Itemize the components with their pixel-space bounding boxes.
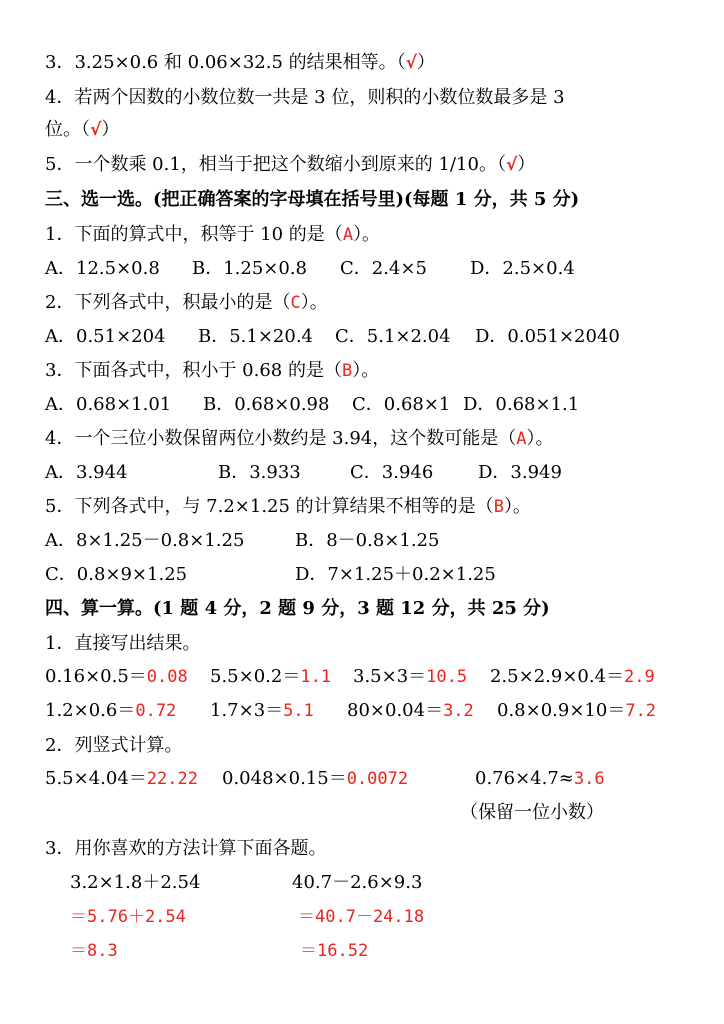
calc-item [222,766,408,792]
option-b: B．8－0.8×1.25 [295,530,440,551]
calc-answer: 1.1 [300,667,332,687]
option-a: A．12.5×0.8 [45,258,160,279]
calc-item [497,698,656,724]
calc-expr: 3.5×3＝ [353,666,427,687]
option-d: D．7×1.25＋0.2×1.25 [295,564,496,585]
judge-q3-answer: √ [405,53,417,73]
paren-close: ） [101,119,120,140]
choice-q3 [45,358,379,384]
option-c: C．2.4×5 [340,258,427,279]
choice-q2-answer: C [290,293,301,313]
calc-item [475,766,605,792]
calc-item [45,698,176,724]
calc-expr: 2.5×2.9×0.4＝ [490,666,625,687]
judge-q5 [45,152,535,178]
calc-answer: 5.1 [283,701,314,721]
paren-close: ）。 [503,496,531,517]
calc-expr: 80×0.04＝ [347,700,444,721]
calc-answer: 0.0072 [346,769,409,789]
choice-q2 [45,290,328,316]
paren-close: ） [517,154,536,175]
calc-p2-label: 2．列竖式计算。 [45,735,183,756]
calc-p3-right-step1: ＝40.7－24.18 [298,907,425,927]
judge-q5-answer: √ [505,155,518,175]
judge-q5-text: 5．一个数乘 0.1，相当于把这个数缩小到原来的 1/10。（ [45,154,506,175]
calc-answer: 3.6 [573,769,605,789]
calc-item [45,664,188,690]
choice-q4-stem: 4．一个三位小数保留两位小数约是 3.94，这个数可能是（ [45,428,517,449]
option-a: A．0.68×1.01 [45,394,172,415]
calc-answer: 2.9 [624,667,655,687]
option-c: C．0.68×1 [352,394,451,415]
choice-q1-answer: A [342,225,354,245]
judge-q4-cont: 位。（ [45,119,90,140]
option-a: A．8×1.25－0.8×1.25 [45,530,245,551]
option-b: B．3.933 [218,462,301,483]
choice-q1-stem: 1．下面的算式中，积等于 10 的是（ [45,224,343,245]
option-d: D．0.68×1.1 [463,394,580,415]
choice-q5-stem: 5．下列各式中，与 7.2×1.25 的计算结果不相等的是（ [45,496,494,517]
calc-expr: 5.5×4.04＝ [45,768,147,789]
calc-expr: 0.76×4.7≈ [475,768,574,789]
choice-q5-answer: B [493,497,504,517]
calc-p3-left-expr: 3.2×1.8＋2.54 [70,872,201,893]
paren-close: ）。 [300,292,328,313]
calc-p3-right-step2: ＝16.52 [300,941,369,961]
calc-p3-right-expr: 40.7－2.6×9.3 [292,872,423,893]
calc-item [210,664,331,690]
calc-answer: 22.22 [146,769,198,789]
choice-q4-answer: A [516,429,527,449]
option-b: B．0.68×0.98 [203,394,330,415]
judge-q4-text: 4．若两个因数的小数位数一共是 3 位，则积的小数位数最多是 3 [45,87,565,108]
paren-close: ）。 [353,224,381,245]
option-c: C．3.946 [350,462,434,483]
calc-expr: 0.8×0.9×10＝ [497,700,626,721]
calc-item [490,664,655,690]
calc-expr: 0.048×0.15＝ [222,768,347,789]
calc-p3-left-step1: ＝5.76＋2.54 [70,907,186,927]
calc-expr: 1.2×0.6＝ [45,700,136,721]
choice-q3-answer: B [341,361,353,381]
option-d: D．3.949 [478,462,562,483]
option-c: C．5.1×2.04 [335,326,451,347]
calc-p3-left-step2: ＝8.3 [70,941,118,961]
paren-close: ）。 [526,428,554,449]
calc-expr: 5.5×0.2＝ [210,666,301,687]
option-c: C．0.8×9×1.25 [45,564,188,585]
calc-item [210,698,314,724]
calc-expr: 1.7×3＝ [210,700,284,721]
calc-answer: 10.5 [426,667,468,687]
option-b: B．1.25×0.8 [192,258,308,279]
option-a: A．3.944 [45,462,128,483]
calc-p3-label: 3．用你喜欢的方法计算下面各题。 [45,838,327,859]
calc-item [353,664,467,690]
choice-q4 [45,426,554,452]
option-d: D．0.051×2040 [475,326,620,347]
choice-q2-stem: 2．下列各式中，积最小的是（ [45,292,291,313]
paren-close: ） [416,52,435,73]
judge-q4-line1 [45,85,565,111]
section3-title: 三、选一选。(把正确答案的字母填在括号里)(每题 1 分，共 5 分) [45,189,580,210]
calc-answer: 0.72 [135,701,177,721]
option-a: A．0.51×204 [45,326,166,347]
section4-title: 四、算一算。(1 题 4 分，2 题 9 分，3 题 12 分，共 25 分) [45,598,550,619]
judge-q3-text: 3．3.25×0.6 和 0.06×32.5 的结果相等。（ [45,52,406,73]
rounding-note: （保留一位小数） [460,802,604,823]
choice-q1 [45,222,380,248]
judge-q4-answer: √ [90,120,102,140]
option-b: B．5.1×20.4 [198,326,314,347]
calc-answer: 7.2 [625,701,657,721]
choice-q3-stem: 3．下面各式中，积小于 0.68 的是（ [45,360,342,381]
judge-q4-line2 [45,117,119,143]
calc-item [45,766,198,792]
calc-p1-label: 1．直接写出结果。 [45,633,201,654]
choice-q5 [45,494,531,520]
paren-close: ）。 [352,360,380,381]
judge-q3 [45,50,435,76]
calc-answer: 0.08 [146,667,188,687]
calc-item [347,698,474,724]
calc-expr: 0.16×0.5＝ [45,666,147,687]
option-d: D．2.5×0.4 [470,258,575,279]
calc-answer: 3.2 [443,701,474,721]
